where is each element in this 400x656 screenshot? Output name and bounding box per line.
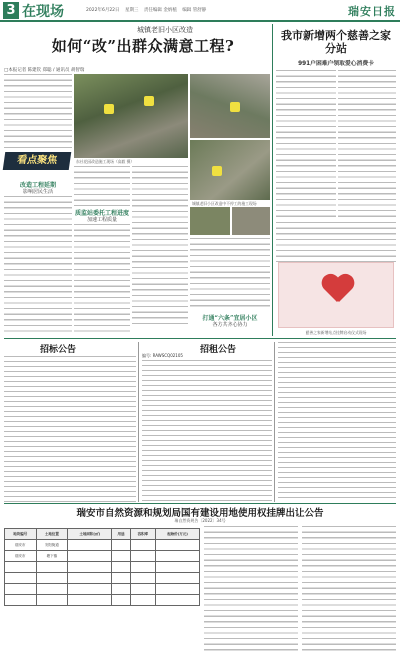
table-cell — [130, 540, 155, 551]
table-cell — [5, 584, 37, 595]
charity-photo — [278, 262, 394, 328]
photo-caption: 城镇老旧小区改造中不停工的施工现场 — [192, 201, 257, 206]
table-cell: 塘下镇 — [36, 551, 68, 562]
table-cell: 瑞安市 — [5, 540, 37, 551]
table-cell — [155, 551, 199, 562]
land-notice-number: 瑞自然资规告〔2022〕34号 — [174, 518, 226, 523]
table-row — [5, 573, 200, 584]
table-cell — [112, 562, 131, 573]
table-cell — [130, 573, 155, 584]
subhead-sub: 各方共齐心协力 — [212, 322, 248, 328]
subhead-sub: 加速工程质量 — [86, 217, 117, 223]
page-header — [0, 0, 400, 22]
notice-body — [278, 342, 396, 502]
table-header-cell: 用途 — [112, 529, 131, 540]
construction-photo — [190, 74, 270, 138]
table-cell — [36, 573, 68, 584]
masthead-logo: 瑞安日报 — [348, 5, 396, 18]
table-cell — [112, 595, 131, 606]
table-row — [5, 540, 200, 551]
table-cell — [68, 584, 112, 595]
lead-headline: 如何“改”出群众满意工程? — [51, 37, 235, 55]
body-text — [302, 526, 396, 652]
table-header-cell: 容积率 — [130, 529, 155, 540]
lead-byline: □本报记者 陈建钦 郑聪 / 通讯员 胡智瑞 — [4, 68, 85, 73]
table-cell — [5, 573, 37, 584]
column-divider — [138, 342, 139, 502]
construction-photo — [190, 140, 270, 200]
table-cell — [36, 562, 68, 573]
feature-banner: 看点聚焦 — [3, 152, 72, 170]
meta-editor: 责任编辑 金炳植 — [143, 8, 177, 13]
section-divider — [4, 503, 396, 504]
table-cell — [5, 595, 37, 606]
table-cell — [36, 584, 68, 595]
table-cell — [130, 584, 155, 595]
body-text — [338, 70, 396, 220]
body-text — [74, 224, 130, 334]
column-divider — [274, 342, 275, 502]
meta-weekday: 星期三 — [124, 8, 139, 13]
construction-photo — [232, 207, 270, 235]
lease-notice-title: 招租公告 — [200, 345, 237, 355]
body-text — [276, 70, 336, 220]
subhead-title: 质监站委托工程进度 — [74, 210, 129, 217]
meta-layout-editor: 编辑 管舒静 — [182, 8, 207, 13]
table-cell — [155, 573, 199, 584]
table-header-cell: 土地位置 — [36, 529, 68, 540]
construction-photo — [190, 207, 230, 235]
lead-photo — [74, 74, 188, 158]
table-cell — [5, 562, 37, 573]
lead-body-text — [4, 74, 72, 152]
table-row — [5, 584, 200, 595]
table-cell — [68, 595, 112, 606]
table-row — [5, 562, 200, 573]
section-title: 在现场 — [22, 4, 64, 20]
lease-notice-number: 编号: RAWSCQ02105 — [142, 353, 183, 358]
heart-icon — [321, 275, 353, 303]
lead-kicker: 城镇老旧小区改造 — [137, 26, 193, 34]
page-number: 3 — [3, 2, 19, 19]
table-cell: 瑞安市 — [5, 551, 37, 562]
table-cell — [68, 551, 112, 562]
photo-caption: 慈善之家新增站点挂牌启动仪式现场 — [305, 330, 367, 335]
table-cell — [112, 551, 131, 562]
table-cell — [155, 595, 199, 606]
table-header-cell: 地块编号 — [5, 529, 37, 540]
table-cell — [112, 573, 131, 584]
table-cell — [130, 562, 155, 573]
table-cell — [130, 551, 155, 562]
table-header-cell: 起始价(万元) — [155, 529, 199, 540]
lease-notice-body — [142, 360, 272, 502]
table-header-row — [5, 529, 200, 540]
body-text — [190, 238, 270, 310]
body-text — [132, 166, 188, 326]
table-cell — [155, 584, 199, 595]
table-header-cell: 土地面积(㎡) — [68, 529, 112, 540]
body-text — [204, 526, 298, 652]
section-divider — [4, 338, 396, 339]
table-cell — [155, 562, 199, 573]
right-headline: 我市新增两个慈善之家分站 — [281, 29, 391, 55]
photo-caption: 东社花园改造施工现场（高毅 摄） — [76, 159, 135, 164]
table-cell — [68, 540, 112, 551]
column-divider — [272, 24, 273, 336]
table-cell — [155, 540, 199, 551]
table-row — [5, 595, 200, 606]
body-text — [4, 196, 72, 336]
table-row — [5, 551, 200, 562]
subhead-title: 打通“六条”宜居小区 — [202, 315, 258, 322]
subhead-title: 改造工程延期 — [19, 182, 56, 189]
table-cell — [112, 540, 131, 551]
meta-date: 2022年6月22日 — [86, 8, 120, 13]
subhead-sub: 影响居民生活 — [22, 189, 53, 195]
land-notice-title: 瑞安市自然资源和规划局国有建设用地使用权挂牌出让公告 — [76, 508, 324, 519]
table-cell — [130, 595, 155, 606]
recruit-notice-body — [4, 356, 136, 502]
right-subtitle: 991户困难户领取爱心消费卡 — [298, 61, 374, 67]
page-meta — [86, 7, 210, 13]
table-cell — [112, 584, 131, 595]
table-cell — [68, 573, 112, 584]
body-text — [276, 222, 396, 262]
land-table — [4, 528, 200, 606]
table-cell — [68, 562, 112, 573]
table-cell — [36, 595, 68, 606]
recruit-notice-title: 招标公告 — [40, 345, 77, 355]
table-cell: 安阳街道 — [36, 540, 68, 551]
body-text — [74, 166, 130, 206]
